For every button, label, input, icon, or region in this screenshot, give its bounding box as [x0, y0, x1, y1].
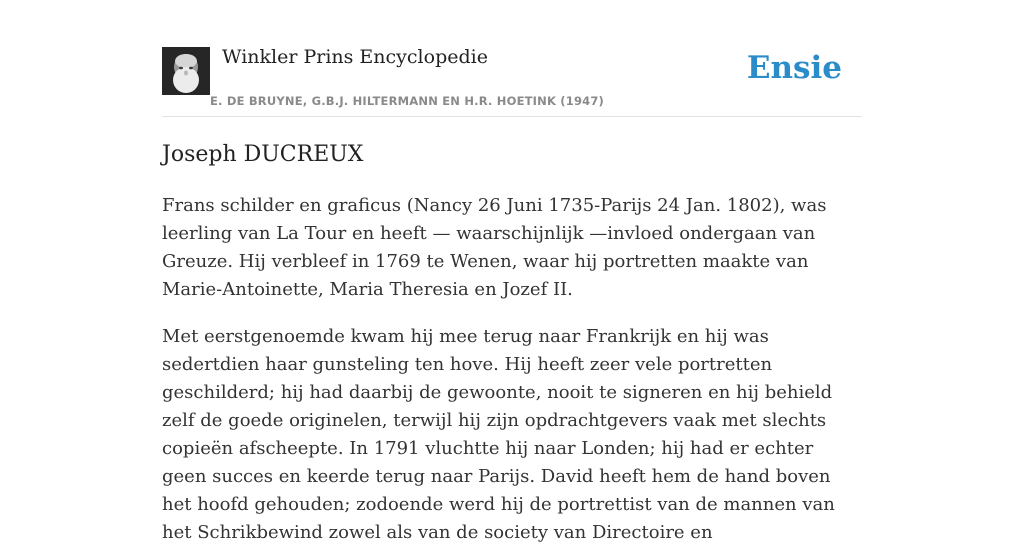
article-title: Joseph DUCREUX: [162, 142, 364, 167]
site-title[interactable]: Winkler Prins Encyclopedie: [222, 46, 488, 68]
article-paragraph: Met eerstgenoemde kwam hij mee terug naar Frankrijk en hij was sedertdien haar gunsteling ten hove. Hij heeft zeer vele portretten geschilderd; hij had daarbij de gewoonte, nooit te signeren en hij behield zelf de goede originelen, terwijl hij zijn opdrachtgevers vaak met slechts copieën afscheepte. In 1791 vluchtte hij naar Londen; hij had er echter geen succes en keerde terug naar Parijs. David heeft hem de hand boven het hoofd gehouden; zodoende werd hij de portrettist van de mannen van het Schrikbewind zowel als van de society van Directoire en: [162, 326, 835, 543]
site-subtitle: E. DE BRUYNE, G.B.J. HILTERMANN EN H.R. HOETINK (1947): [210, 94, 605, 108]
article-paragraph: Frans schilder en graficus (Nancy 26 Juni 1735-Parijs 24 Jan. 1802), was leerling van La Tour en heeft — waarschijnlijk —invloed ondergaan van Greuze. Hij verbleef in 1769 te Wenen, waar hij portretten maakte van Marie-Antoinette, Maria Theresia en Jozef II.: [162, 195, 827, 300]
article: [162, 140, 862, 547]
brand-logo[interactable]: Ensie: [746, 50, 842, 86]
author-portrait-icon: [162, 47, 210, 95]
site-header: [162, 46, 862, 117]
